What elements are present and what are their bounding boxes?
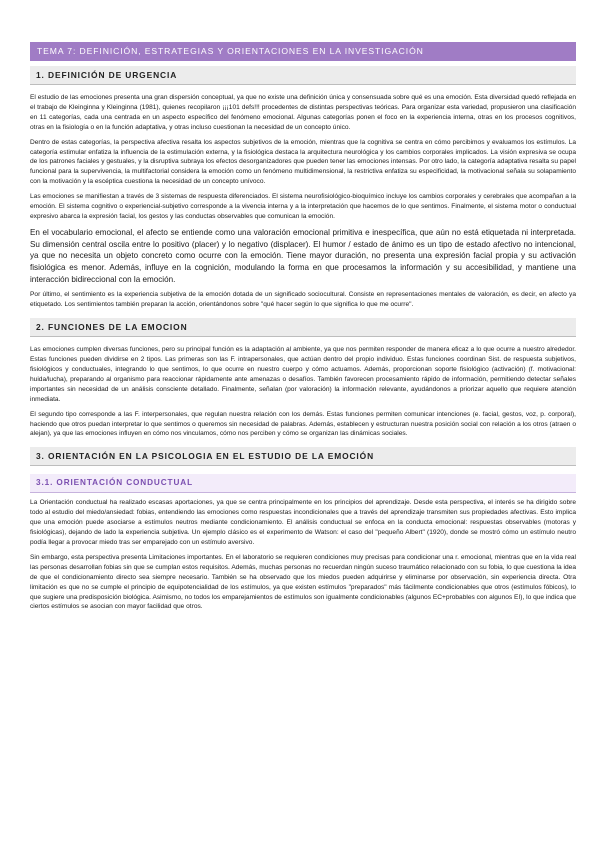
- paragraph: Por último, el sentimiento es la experiencia subjetiva de la emoción dotada de un significado sociocultural. Consiste en representaciones mentales de valoración, es decir, en afecto ya etiquetado. Los sentimientos también preparan la acción, orientándonos sobre "qué hacer según lo que significa lo que me ocurre".: [30, 291, 576, 309]
- paragraph: Las emociones cumplen diversas funciones, pero su principal función es la adaptación al ambiente, ya que nos permiten responder de manera eficaz a lo que ocurre a nuestro alrededor. Estas funciones pueden dividirse en 2 tipos. Las primeras son las F. intrapersonales, que actúan dentro del propio individuo. Estas funciones coordinan Sist. de respuesta subjetivos, fisiológicos y conductuales, integrando lo que sentimos, lo que ocurre en nuestro cuerpo y cómo actuamos. Además, proporcionan soporte fisiológico (activación) (f. motivacional: huida/lucha), preparando al organismo para reaccionar rápidamente ante amenazas o desafíos. También favorecen procesamiento rápido de información, permitiendo detectar señales importantes sin necesidad de un análisis consciente detallado. Finalmente, señalan (por valoración) la información relevante, ayudándonos a priorizar aquello que requiere atención inmediata.: [30, 346, 576, 403]
- paragraph: Las emociones se manifiestan a través de 3 sistemas de respuesta diferenciados. El sistema neurofisiológico-bioquímico incluye los cambios corporales y cerebrales que acompañan a la emoción. El sistema cognitivo o experiencial-subjetivo corresponde a la vivencia interna y a la interpretación que hacemos de lo que sentimos. Finalmente, el sistema motor o conductual expresivo abarca la expresión facial, los gestos y las conductas observables que comunican la emoción.: [30, 193, 576, 220]
- paragraph: Dentro de estas categorías, la perspectiva afectiva resalta los aspectos subjetivos de la emoción, mientras que la cognitiva se centra en cómo percibimos y evaluamos los estímulos. La categoría estimular enfatiza la influencia de la estimulación externa, y la fisiológica destaca la arquitectura neurológica y los cambios corporales implicados. La visión expresiva se ocupa de los patrones faciales y gestuales, y la disruptiva subraya los efectos desorganizadores que pueden tener las emociones intensas. Por otro lado, la categoría adaptativa resalta su papel funcional para la supervivencia, la multifactorial considera la emoción como un fenómeno multidimensional, la restrictiva enfatiza su especificidad, la motivacional señala su solapamiento con la motivación y la escéptica cuestiona la necesidad de un concepto unívoco.: [30, 138, 576, 186]
- paragraph: El segundo tipo corresponde a las F. interpersonales, que regulan nuestra relación con los demás. Estas funciones permiten comunicar intenciones (e. facial, gestos, voz, p. corporal), haciendo que otros puedan interpretar lo que sentimos o queremos sin necesidad de palabras. Además, establecen y estructuran nuestra posición social con relación a los otros (atraen o alejan), ya que las emociones influyen en cómo nos vinculamos, cómo nos perciben y cómo se organizan las dinámicas sociales.: [30, 410, 576, 438]
- paragraph: Sin embargo, esta perspectiva presenta Limitaciones importantes. En el laboratorio se requieren condiciones muy precisas para condicionar una r. emocional, mientras que en la vida real las personas desarrollan fobias sin que se cumplan estos requisitos. Además, muchas personas no recuerdan ningún suceso traumático relacionado con su fobia, lo que cuestiona la idea de que el condicionamiento directo sea siempre necesario. También se ha observado que los miedos pueden adquirirse y eliminarse por observación, sin experiencia directa. Otra limitación es que no se cumple el principio de equipotencialidad de los estímulos, ya que existen estímulos "preparados" más fácilmente condicionables que otros (estímulos fóbicos), lo que sugiere una predisposición biológica. Asimismo, no todos los emparejamientos de estímulos son igualmente condicionables (algunos EC+probables con algunos EI), lo que indica que ciertos estímulos se asocian con mayor facilidad que otros.: [30, 553, 576, 611]
- paragraph: La Orientación conductual ha realizado escasas aportaciones, ya que se centra principalmente en los principios del aprendizaje. Desde esta perspectiva, el interés se ha dirigido sobre todo al estudio del miedo/ansiedad: fobias, entendiendo las emociones como respuestas incondicionales que a través del aprendizaje transmiten sus propiedades afectivas. Esto implica que una emoción puede asociarse a estímulos neutros mediante condicionamiento. El análisis conductual se enfoca en la conducta emocional: respuestas observables (motoras y fisiológicas), dejando de lado la experiencia subjetiva. Un ejemplo clásico es el experimento de Watson: el caso del "pequeño Albert" (1920), donde se mostró cómo un estímulo neutro podía llegar a provocar miedo tras ser emparejado con un estímulo aversivo.: [30, 499, 576, 546]
- subsection-heading-conductual: 3.1. ORIENTACIÓN CONDUCTUAL: [30, 474, 576, 493]
- document-title: TEMA 7: DEFINICIÓN, ESTRATEGIAS Y ORIENTACIONES EN LA INVESTIGACIÓN: [30, 42, 576, 61]
- paragraph-highlighted: En el vocabulario emocional, el afecto se entiende como una valoración emocional primitiva e inespecífica, que aún no está etiquetada ni interpretada. Su dimensión central oscila entre lo positivo (placer) y lo negativo (displacer). El humor / estado de ánimo es un tipo de estado afectivo no intencional, ya que no necesita un objeto concreto como ocurre con la emoción. Tiene mayor duración, no presenta una expresión facial propia y su activación fisiológica es menor. Además, influye en la cognición, modulando la forma en que procesamos la información y su accesibilidad, y mantiene una interacción bidireccional con la emoción.: [30, 227, 576, 284]
- section-heading-funciones: 2. FUNCIONES DE LA EMOCION: [30, 318, 576, 337]
- section-heading-orientacion: 3. ORIENTACIÓN EN LA PSICOLOGIA EN EL ESTUDIO DE LA EMOCIÓN: [30, 447, 576, 466]
- section-heading-definicion: 1. DEFINICIÓN DE URGENCIA: [30, 66, 576, 85]
- paragraph: El estudio de las emociones presenta una gran dispersión conceptual, ya que no existe una definición única y consensuada sobre qué es una emoción. Esta diversidad quedó reflejada en el trabajo de Kleinginna y Kleinginna (1981), quienes recopilaron ¡¡¡101 defs!!! procedentes de distintas perspectivas teóricas. Para organizar esta variedad, propusieron una clasificación en 11 categorías, cada una centrada en un aspecto específico del fenómeno emocional. Algunas categorías ponen el foco en la experiencia interna, otras en los procesos cognitivos, otras en la fisiología o en la función adaptativa, y otras incluso cuestionan la necesidad de un concepto único.: [30, 94, 576, 131]
